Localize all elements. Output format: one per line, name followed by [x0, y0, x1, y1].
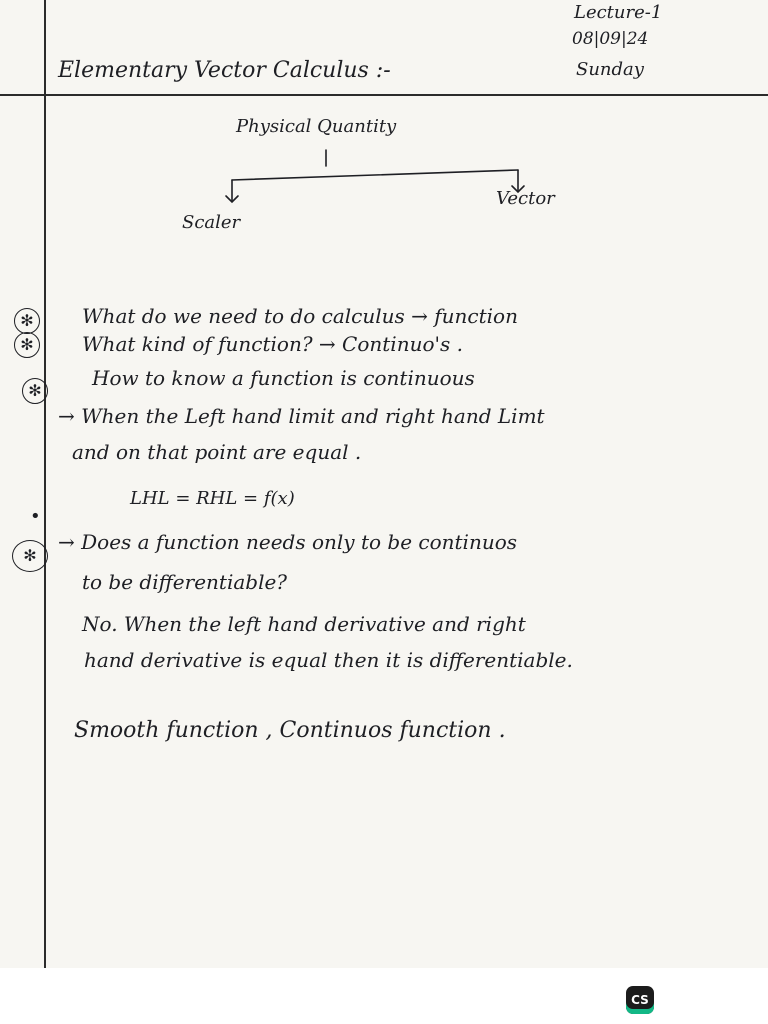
diagram-left-label: Scaler — [182, 212, 241, 233]
note-line: to be differentiable? — [82, 570, 288, 594]
note-line: and on that point are equal . — [72, 440, 362, 464]
diagram-root-label: Physical Quantity — [236, 116, 397, 137]
note-line: What kind of function? → Continuo's . — [82, 332, 463, 356]
lecture-label: Lecture-1 — [574, 2, 663, 23]
diagram-right-label: Vector — [496, 188, 555, 209]
circled-star-mark-icon: ✻ — [12, 540, 48, 572]
page-title: Elementary Vector Calculus :- — [58, 58, 391, 83]
margin-line-left — [44, 0, 46, 968]
note-line: What do we need to do calculus → function — [82, 304, 518, 328]
note-line: No. When the left hand derivative and right — [82, 612, 526, 636]
camscanner-logo-icon: CS — [626, 986, 654, 1014]
bullet-icon: • — [30, 506, 41, 527]
note-line: → When the Left hand limit and right hand Limt — [58, 404, 545, 428]
day-label: Sunday — [576, 59, 644, 80]
star-mark-icon: ✻ — [14, 308, 40, 334]
diagram-branch — [232, 170, 518, 180]
formula-line: LHL = RHL = f(x) — [130, 488, 295, 509]
margin-line-top — [0, 94, 768, 96]
note-line: → Does a function needs only to be continuos — [58, 530, 518, 554]
note-line: Smooth function , Continuos function . — [74, 718, 506, 743]
note-line: hand derivative is equal then it is differentiable. — [84, 648, 573, 672]
note-line: How to know a function is continuous — [92, 366, 475, 390]
date-label: 08|09|24 — [572, 29, 649, 49]
diagram-left-arrow — [226, 196, 238, 202]
star-mark-icon: ✻ — [14, 332, 40, 358]
star-mark-icon: ✻ — [22, 378, 48, 404]
